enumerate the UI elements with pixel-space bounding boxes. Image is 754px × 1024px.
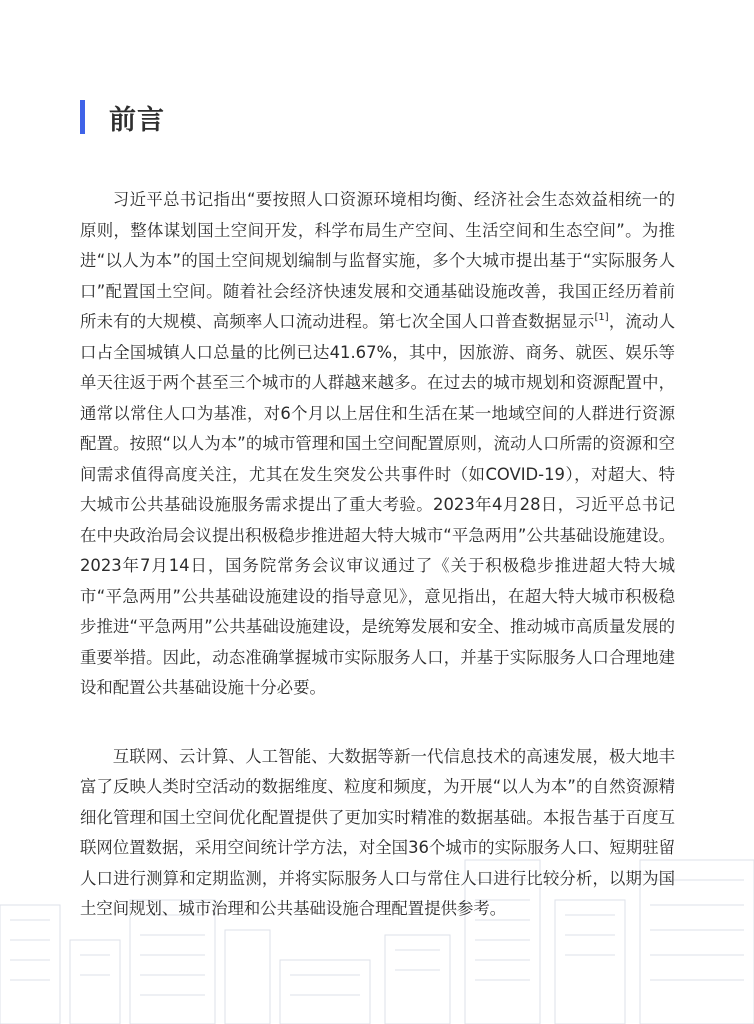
section-heading xyxy=(80,100,165,134)
paragraph-1 xyxy=(80,185,675,704)
paragraph-1-text-a: 习近平总书记指出“要按照人口资源环境相均衡、经济社会生态效益相统一的原则，整体谋划国土空间开发，科学布局生产空间、生活空间和生态空间”。为推进“以人为本”的国土空间规划编制与监督实施，多个大城市提出基于“实际服务人口”配置国土空间。随着社会经济快速发展和交通基础设施改善，我国正经历着前所未有的大规模、高频率人口流动进程。第七次全国人口普查数据显示 xyxy=(80,190,675,331)
paragraph-1-text-b: ，流动人口占全国城镇人口总量的比例已达41.67%，其中，因旅游、商务、就医、娱乐等单天往返于两个甚至三个城市的人群越来越多。在过去的城市规划和资源配置中，通常以常住人口为基准，对6个月以上居住和生活在某一地域空间的人群进行资源配置。按照“以人为本”的城市管理和国土空间配置原则，流动人口所需的资源和空间需求值得高度关注，尤其在发生突发公共事件时（如COVID-19），对超大、特大城市公共基础设施服务需求提出了重大考验。2023年4月28日，习近平总书记在中央政治局会议提出积极稳步推进超大特大城市“平急两用”公共基础设施建设。2023年7月14日，国务院常务会议审议通过了《关于积极稳步推进超大特大城市“平急两用”公共基础设施建设的指导意见》，意见指出，在超大特大城市积极稳步推进“平急两用”公共基础设施建设，是统筹发展和安全、推动城市高质量发展的重要举措。因此，动态准确掌握城市实际服务人口，并基于实际服务人口合理地建设和配置公共基础设施十分必要。 xyxy=(80,312,676,697)
body-content xyxy=(80,185,675,925)
page-title: 前言 xyxy=(109,104,165,136)
skyline-buildings-center xyxy=(225,930,450,1024)
heading-accent-bar xyxy=(80,100,85,134)
paragraph-2: 互联网、云计算、人工智能、大数据等新一代信息技术的高速发展，极大地丰富了反映人类时空活动的数据维度、粒度和频度，为开展“以人为本”的自然资源精细化管理和国土空间优化配置提供了更加实时精准的数据基础。本报告基于百度互联网位置数据，采用空间统计学方法，对全国36个城市的实际服务人口、短期驻留人口进行测算和定期监测，并将实际服务人口与常住人口进行比较分析，以期为国土空间规划、城市治理和公共基础设施合理配置提供参考。 xyxy=(80,746,675,918)
citation-reference-1[interactable]: [1] xyxy=(594,312,609,323)
